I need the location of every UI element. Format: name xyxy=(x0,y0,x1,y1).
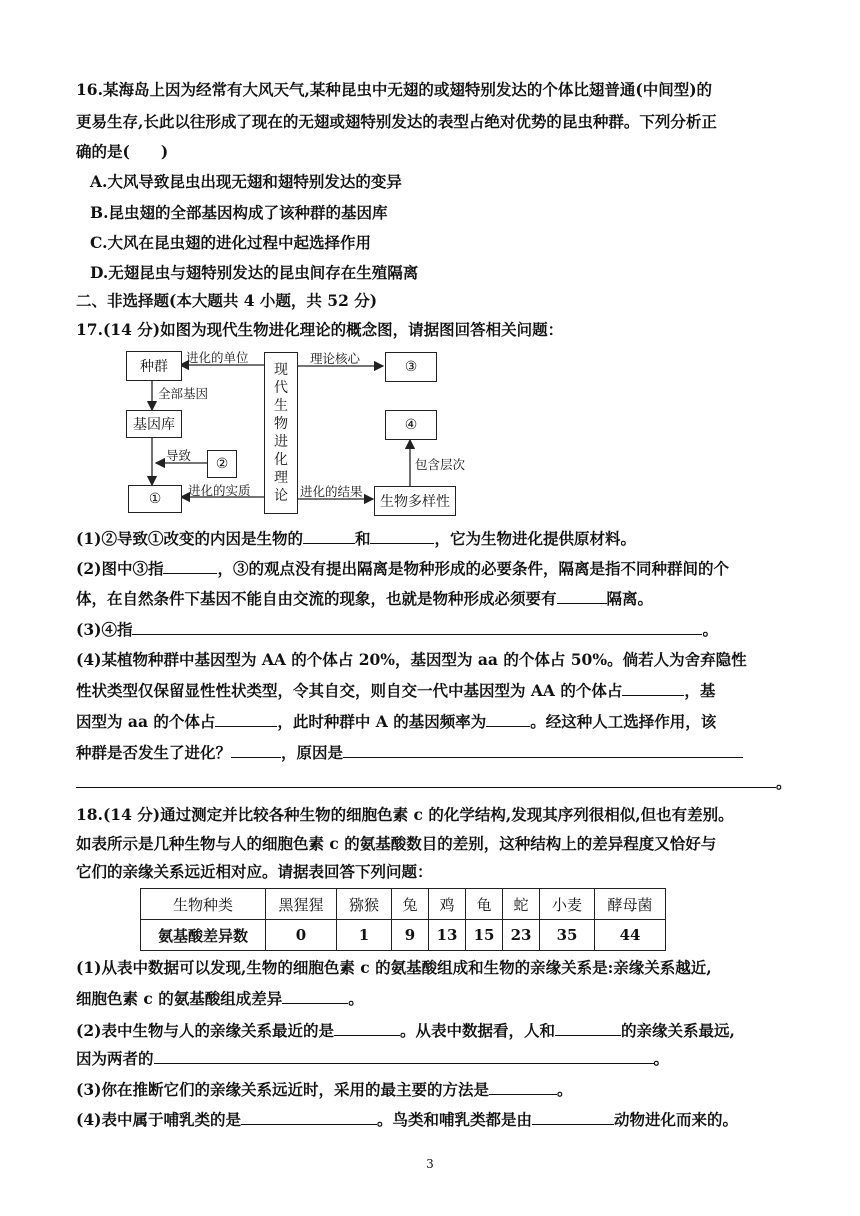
table-cell: 1 xyxy=(337,920,392,951)
q16-stem-line3: 确的是( ) xyxy=(76,142,169,161)
label-all-genes: 全部基因 xyxy=(158,386,209,401)
q18-stem-line1: 18.(14 分)通过测定并比较各种生物的细胞色素 c 的化学结构,发现其序列很相似,但也有差别。 xyxy=(76,805,734,824)
diagram-arrows xyxy=(0,0,860,520)
q18-part3: (3)你在推断它们的亲缘关系远近时，采用的最主要的方法是 。 xyxy=(76,1080,573,1099)
center-char: 生 xyxy=(274,398,288,414)
center-char: 进 xyxy=(274,434,288,450)
circle-1-box: ① xyxy=(128,485,182,513)
evolution-concept-diagram xyxy=(0,0,860,520)
q16-option-d: D.无翅昆虫与翅特别发达的昆虫间存在生殖隔离 xyxy=(90,263,419,282)
table-cell: 35 xyxy=(540,920,595,951)
q17-part4-line4: 种群是否发生了进化？ ，原因是 xyxy=(76,742,743,763)
q17-part4-line1: (4)某植物种群中基因型为 AA 的个体占 20%，基因型为 aa 的个体占 50%。倘若人为舍弃隐性 xyxy=(76,650,747,669)
center-char: 现 xyxy=(274,362,288,378)
center-char: 化 xyxy=(274,452,288,468)
q16-option-b: B.昆虫翅的全部基因构成了该种群的基因库 xyxy=(90,203,388,222)
circle-2-box: ② xyxy=(207,450,237,478)
q16-option-a: A.大风导致昆虫出现无翅和翅特别发达的变异 xyxy=(90,172,402,191)
table-cell: 小麦 xyxy=(540,889,595,920)
q17-part4-line2: 性状类型仅保留显性性状类型，令其自交，则自交一代中基因型为 AA 的个体占 ，基 xyxy=(76,681,716,700)
table-row xyxy=(141,889,666,920)
gene-pool-box: 基因库 xyxy=(126,410,182,438)
label-levels: 包含层次 xyxy=(415,457,466,472)
center-char: 物 xyxy=(274,416,288,432)
table-cell: 44 xyxy=(595,920,666,951)
q18-stem-line3: 它们的亲缘关系远近相对应。请据表回答下列问题： xyxy=(76,862,433,881)
q17-part4-line3: 因型为 aa 的个体占 ，此时种群中 A 的基因频率为 。经这种人工选择作用，该 xyxy=(76,712,717,731)
q17-part3: (3)④指 。 xyxy=(76,620,718,639)
table-cell: 13 xyxy=(429,920,466,951)
circle-4-box: ④ xyxy=(385,410,437,440)
center-char: 论 xyxy=(274,488,288,504)
q17-part2-line1: (2)图中③指 ，③的观点没有提出隔离是物种形成的必要条件，隔离是指不同种群间的个 xyxy=(76,559,729,578)
table-cell: 蛇 xyxy=(503,889,540,920)
table-cell: 9 xyxy=(392,920,429,951)
table-cell: 生物种类 xyxy=(141,889,266,920)
q16-option-c: C.大风在昆虫翅的进化过程中起选择作用 xyxy=(90,233,371,252)
q16-stem-line2: 更易生存,长此以往形成了现在的无翅或翅特别发达的表型占绝对优势的昆虫种群。下列分析正 xyxy=(76,112,717,131)
center-char: 理 xyxy=(274,470,288,486)
cytochrome-c-table xyxy=(140,888,666,951)
label-evolution-result: 进化的结果 xyxy=(300,484,363,499)
table-cell: 黑猩猩 xyxy=(266,889,337,920)
q18-part4: (4)表中属于哺乳类的是 。鸟类和哺乳类都是由 动物进化而来的。 xyxy=(76,1110,738,1129)
label-leads-to: 导致 xyxy=(166,448,192,463)
table-cell: 鸡 xyxy=(429,889,466,920)
table-cell: 兔 xyxy=(392,889,429,920)
circle-3-box: ③ xyxy=(385,352,437,382)
q17-stem: 17.(14 分)如图为现代生物进化理论的概念图，请据图回答相关问题： xyxy=(76,320,564,339)
table-cell: 23 xyxy=(503,920,540,951)
label-essence: 进化的实质 xyxy=(188,483,251,498)
table-cell: 猕猴 xyxy=(337,889,392,920)
section-heading: 二、非选择题(本大题共 4 小题，共 52 分) xyxy=(76,291,378,310)
table-cell: 15 xyxy=(466,920,503,951)
q18-part2-line2: 因为两者的 。 xyxy=(76,1049,670,1068)
q17-part4-line5: 。 xyxy=(76,772,792,793)
q18-part1-line1: (1)从表中数据可以发现,生物的细胞色素 c 的氨基酸组成和生物的亲缘关系是:亲缘关系越近, xyxy=(76,958,712,977)
table-cell: 0 xyxy=(266,920,337,951)
biodiversity-box: 生物多样性 xyxy=(374,486,456,516)
q18-stem-line2: 如表所示是几种生物与人的细胞色素 c 的氨基酸数目的差别，这种结构上的差异程度又恰好与 xyxy=(76,834,717,853)
table-row xyxy=(141,920,666,951)
table-cell: 龟 xyxy=(466,889,503,920)
q17-part2-line2: 体，在自然条件下基因不能自由交流的现象，也就是物种形成必须要有 隔离。 xyxy=(76,589,654,608)
table-cell: 酵母菌 xyxy=(595,889,666,920)
label-unit-of-evolution: 进化的单位 xyxy=(186,350,249,365)
label-theory-core: 理论核心 xyxy=(310,351,361,366)
modern-evolution-theory-box xyxy=(264,352,298,514)
q17-part1: (1)②导致①改变的内因是生物的 和 ，它为生物进化提供原材料。 xyxy=(76,529,636,548)
q16-stem-line1: 16.某海岛上因为经常有大风天气,某种昆虫中无翅的或翅特别发达的个体比翅普通(中间型)的 xyxy=(76,80,713,99)
population-box: 种群 xyxy=(126,351,182,381)
q18-part1-line2: 细胞色素 c 的氨基酸组成差异 。 xyxy=(76,989,364,1008)
center-char: 代 xyxy=(274,380,288,396)
page-number: 3 xyxy=(426,1157,434,1171)
q18-part2-line1: (2)表中生物与人的亲缘关系最近的是 。从表中数据看，人和 的亲缘关系最远, xyxy=(76,1021,735,1040)
table-cell: 氨基酸差异数 xyxy=(141,920,266,951)
